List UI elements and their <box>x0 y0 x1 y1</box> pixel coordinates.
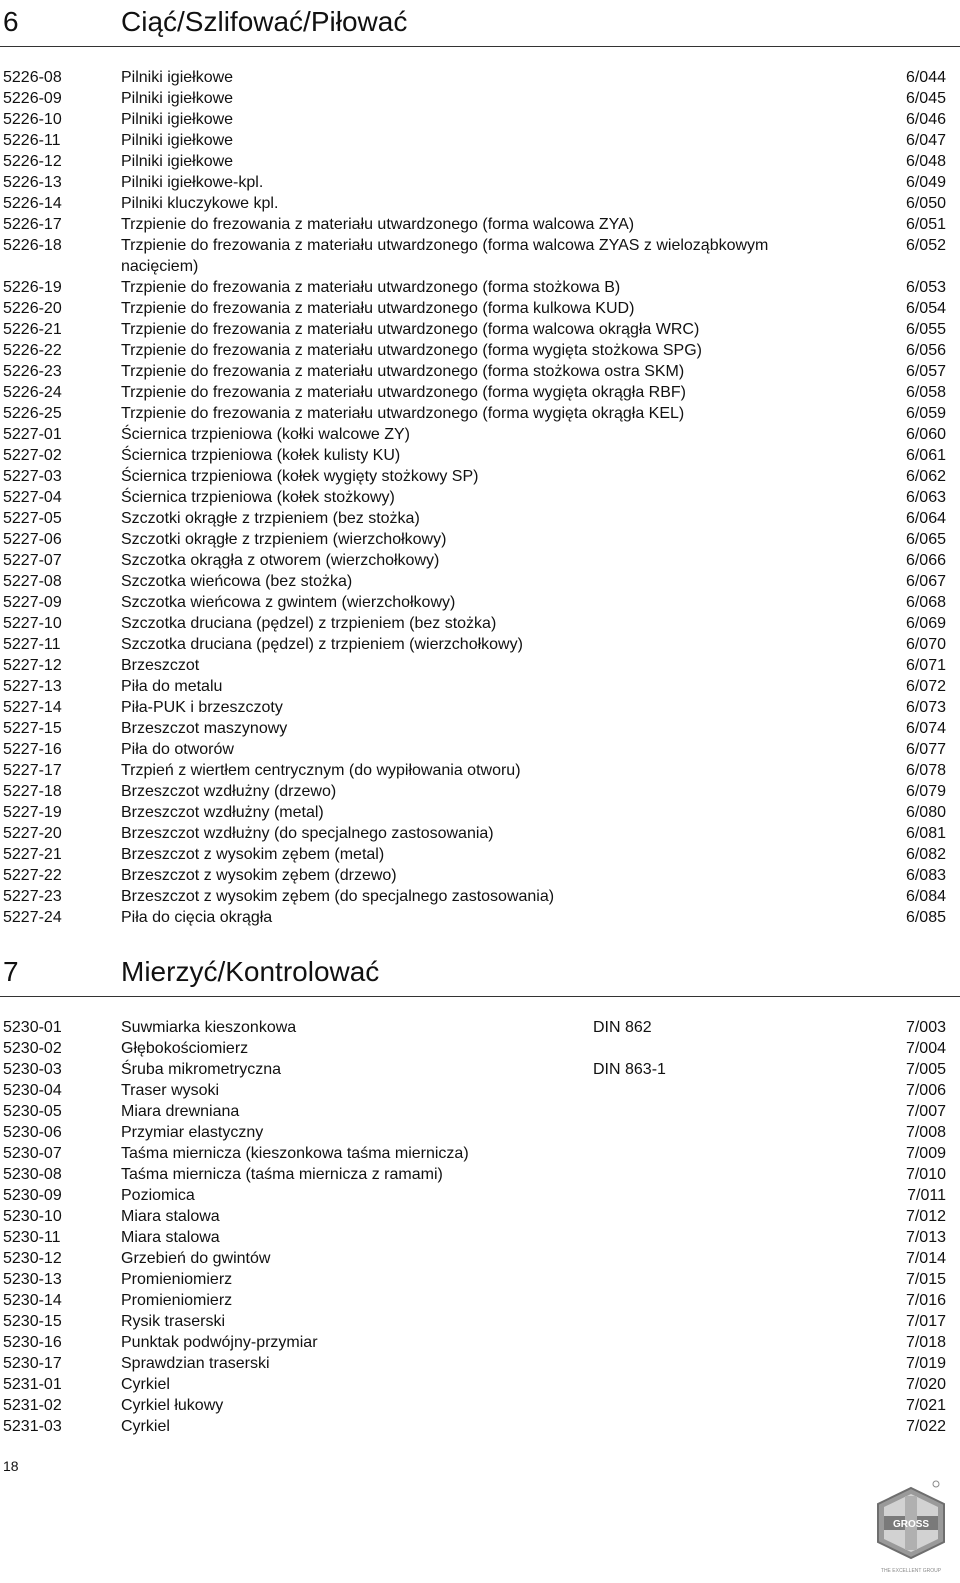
table-row <box>0 697 960 718</box>
article-description: Brzeszczot z wysokim zębem (do specjalnego zastosowania) <box>121 888 555 905</box>
page-reference: 7/011 <box>907 1187 946 1204</box>
article-code: 5227-13 <box>3 678 62 695</box>
page-reference: 6/070 <box>905 636 946 653</box>
page-reference: 6/078 <box>905 762 946 779</box>
table-row <box>0 1080 960 1101</box>
page-reference: 7/006 <box>905 1082 946 1099</box>
table-row <box>0 130 960 151</box>
page-reference: 6/085 <box>905 909 946 926</box>
table-row <box>0 277 960 298</box>
table-row <box>0 1353 960 1374</box>
table-row <box>0 1122 960 1143</box>
table-row <box>0 1248 960 1269</box>
page-reference: 7/014 <box>905 1250 946 1267</box>
table-row <box>0 823 960 844</box>
article-description: Szczotka wieńcowa (bez stożka) <box>121 573 353 590</box>
article-description: Pilniki igiełkowe <box>121 111 234 128</box>
article-description: Piła-PUK i brzeszczoty <box>121 699 283 716</box>
article-code: 5226-08 <box>3 69 62 86</box>
article-description: Trzpienie do frezowania z materiału utwardzonego (forma kulkowa KUD) <box>121 300 635 317</box>
article-code: 5226-25 <box>3 405 62 422</box>
article-description: Trzpienie do frezowania z materiału utwardzonego (forma stożkowa ostra SKM) <box>121 363 685 380</box>
article-code: 5230-15 <box>3 1313 62 1330</box>
table-row <box>0 508 960 529</box>
table-row <box>0 151 960 172</box>
article-description: Pilniki igiełkowe-kpl. <box>121 174 264 191</box>
table-row <box>0 67 960 88</box>
article-code: 5227-09 <box>3 594 62 611</box>
article-description: Pilniki igiełkowe <box>121 90 234 107</box>
article-description: Brzeszczot wzdłużny (metal) <box>121 804 324 821</box>
page-reference: 6/057 <box>905 363 946 380</box>
page-reference: 6/068 <box>905 594 946 611</box>
article-standard: DIN 862 <box>593 1019 652 1036</box>
article-description: Miara stalowa <box>121 1229 220 1246</box>
article-code: 5226-21 <box>3 321 62 338</box>
page-reference: 6/049 <box>905 174 946 191</box>
page-reference: 6/072 <box>905 678 946 695</box>
article-description: Traser wysoki <box>121 1082 220 1099</box>
page-reference: 6/050 <box>905 195 946 212</box>
page-reference: 6/044 <box>905 69 946 86</box>
table-row <box>0 655 960 676</box>
page-reference: 6/082 <box>905 846 946 863</box>
table-row <box>0 1185 960 1206</box>
table-row <box>0 319 960 340</box>
article-description: Miara drewniana <box>121 1103 240 1120</box>
table-row <box>0 298 960 319</box>
table-row <box>0 1206 960 1227</box>
page-reference: 7/019 <box>905 1355 946 1372</box>
article-description: Trzpienie do frezowania z materiału utwardzonego (forma walcowa okrągła WRC) <box>121 321 700 338</box>
page-reference: 6/051 <box>905 216 946 233</box>
article-code: 5227-05 <box>3 510 62 527</box>
table-row <box>0 1017 960 1038</box>
article-code: 5227-06 <box>3 531 62 548</box>
section-number: 7 <box>3 956 19 987</box>
article-code: 5226-12 <box>3 153 62 170</box>
article-code: 5226-20 <box>3 300 62 317</box>
page-reference: 6/077 <box>905 741 946 758</box>
article-code: 5231-01 <box>3 1376 62 1393</box>
page-reference: 7/008 <box>905 1124 946 1141</box>
article-description: Rysik traserski <box>121 1313 226 1330</box>
page-reference: 7/015 <box>905 1271 946 1288</box>
page-reference: 7/012 <box>905 1208 946 1225</box>
article-code: 5226-09 <box>3 90 62 107</box>
page-reference: 7/021 <box>905 1397 946 1414</box>
article-description: Sprawdzian traserski <box>121 1355 270 1372</box>
table-row <box>0 886 960 907</box>
article-description: Szczotki okrągłe z trzpieniem (wierzchołkowy) <box>121 531 447 548</box>
article-code: 5226-23 <box>3 363 62 380</box>
article-code: 5230-05 <box>3 1103 62 1120</box>
article-description: Brzeszczot z wysokim zębem (metal) <box>121 846 385 863</box>
page-reference: 6/079 <box>905 783 946 800</box>
article-description: Trzpienie do frezowania z materiału utwardzonego (forma walcowa ZYA) <box>121 216 635 233</box>
article-code: 5227-24 <box>3 909 62 926</box>
article-code: 5227-20 <box>3 825 62 842</box>
table-row <box>0 550 960 571</box>
article-description: Pilniki igiełkowe <box>121 69 234 86</box>
article-description: Cyrkiel łukowy <box>121 1397 224 1414</box>
table-row <box>0 844 960 865</box>
page-reference: 6/054 <box>905 300 946 317</box>
article-code: 5226-10 <box>3 111 62 128</box>
page-reference: 6/052 <box>905 237 946 254</box>
article-code: 5227-11 <box>3 636 61 653</box>
article-description: Grzebień do gwintów <box>121 1250 271 1267</box>
page-reference: 6/053 <box>905 279 946 296</box>
page-reference: 6/066 <box>905 552 946 569</box>
logo-text: GROSS <box>892 1519 930 1530</box>
article-description: Trzpienie do frezowania z materiału utwardzonego (forma walcowa ZYAS z wieloząbkowym nacięciem) <box>121 237 769 275</box>
page-reference: 6/069 <box>905 615 946 632</box>
article-code: 5226-24 <box>3 384 62 401</box>
article-code: 5226-11 <box>3 132 61 149</box>
article-code: 5227-14 <box>3 699 62 716</box>
article-code: 5231-03 <box>3 1418 62 1435</box>
table-row <box>0 235 960 277</box>
page-reference: 6/064 <box>905 510 946 527</box>
page-reference: 6/047 <box>905 132 946 149</box>
page-reference: 7/020 <box>905 1376 946 1393</box>
article-code: 5230-08 <box>3 1166 62 1183</box>
page-reference: 7/016 <box>905 1292 946 1309</box>
table-row <box>0 1332 960 1353</box>
page-reference: 6/059 <box>905 405 946 422</box>
page-reference: 6/065 <box>905 531 946 548</box>
table-row <box>0 214 960 235</box>
article-description: Szczotka wieńcowa z gwintem (wierzchołkowy) <box>121 594 456 611</box>
article-description: Trzpienie do frezowania z materiału utwardzonego (forma wygięta stożkowa SPG) <box>121 342 702 359</box>
page-reference: 6/061 <box>905 447 946 464</box>
article-code: 5227-12 <box>3 657 62 674</box>
article-code: 5226-13 <box>3 174 62 191</box>
page-reference: 6/058 <box>905 384 946 401</box>
table-row <box>0 88 960 109</box>
article-standard: DIN 863-1 <box>593 1061 666 1078</box>
article-code: 5230-13 <box>3 1271 62 1288</box>
article-description: Taśma miernicza (taśma miernicza z ramami) <box>121 1166 443 1183</box>
table-row <box>0 1395 960 1416</box>
page-reference: 7/005 <box>905 1061 946 1078</box>
article-description: Pilniki igiełkowe <box>121 132 234 149</box>
article-description: Szczotka druciana (pędzel) z trzpieniem (bez stożka) <box>121 615 497 632</box>
article-code: 5227-18 <box>3 783 62 800</box>
table-row <box>0 109 960 130</box>
table-row <box>0 445 960 466</box>
article-code: 5231-02 <box>3 1397 62 1414</box>
page-reference: 7/010 <box>905 1166 946 1183</box>
section-header <box>0 950 960 997</box>
article-description: Trzpień z wiertłem centrycznym (do wypiłowania otworu) <box>121 762 521 779</box>
page-reference: 6/074 <box>905 720 946 737</box>
article-description: Promieniomierz <box>121 1292 233 1309</box>
table-row <box>0 718 960 739</box>
article-code: 5227-03 <box>3 468 62 485</box>
article-description: Trzpienie do frezowania z materiału utwardzonego (forma stożkowa B) <box>121 279 621 296</box>
article-code: 5230-17 <box>3 1355 62 1372</box>
page-reference: 6/055 <box>905 321 946 338</box>
article-description: Pilniki igiełkowe <box>121 153 234 170</box>
article-code: 5226-14 <box>3 195 62 212</box>
table-row <box>0 1059 960 1080</box>
section-number: 6 <box>3 6 19 37</box>
page-reference: 7/004 <box>905 1040 946 1057</box>
article-description: Ściernica trzpieniowa (kołek kulisty KU) <box>121 447 401 464</box>
article-description: Suwmiarka kieszonkowa <box>121 1019 297 1036</box>
article-description: Szczotka druciana (pędzel) z trzpieniem (wierzchołkowy) <box>121 636 523 653</box>
page-reference: 6/056 <box>905 342 946 359</box>
section-title: Mierzyć/Kontrolować <box>121 956 380 987</box>
table-row <box>0 1227 960 1248</box>
table-row <box>0 466 960 487</box>
article-code: 5227-17 <box>3 762 62 779</box>
table-row <box>0 907 960 928</box>
article-code: 5230-14 <box>3 1292 62 1309</box>
page-reference: 6/084 <box>905 888 946 905</box>
article-code: 5227-23 <box>3 888 62 905</box>
table-row <box>0 172 960 193</box>
page-reference: 6/060 <box>905 426 946 443</box>
article-description: Ściernica trzpieniowa (kołek stożkowy) <box>121 489 395 506</box>
page-reference: 6/081 <box>905 825 946 842</box>
table-row <box>0 1311 960 1332</box>
page-reference: 7/017 <box>905 1313 946 1330</box>
article-description: Brzeszczot wzdłużny (do specjalnego zastosowania) <box>121 825 494 842</box>
table-row <box>0 193 960 214</box>
table-row <box>0 1416 960 1437</box>
article-description: Cyrkiel <box>121 1418 170 1435</box>
table-row <box>0 739 960 760</box>
article-code: 5227-22 <box>3 867 62 884</box>
article-code: 5227-10 <box>3 615 62 632</box>
article-code: 5226-22 <box>3 342 62 359</box>
page-reference: 6/083 <box>905 867 946 884</box>
table-row <box>0 1290 960 1311</box>
article-code: 5226-17 <box>3 216 62 233</box>
page-reference: 6/063 <box>905 489 946 506</box>
article-code: 5227-08 <box>3 573 62 590</box>
page-reference: 6/073 <box>905 699 946 716</box>
article-code: 5230-02 <box>3 1040 62 1057</box>
article-description: Trzpienie do frezowania z materiału utwardzonego (forma wygięta okrągła RBF) <box>121 384 686 401</box>
page-reference: 7/009 <box>905 1145 946 1162</box>
article-code: 5227-16 <box>3 741 62 758</box>
article-code: 5226-19 <box>3 279 62 296</box>
article-code: 5230-11 <box>3 1229 61 1246</box>
article-description: Brzeszczot z wysokim zębem (drzewo) <box>121 867 397 884</box>
section-measure-check <box>0 950 960 1437</box>
page-reference: 6/045 <box>905 90 946 107</box>
article-description: Brzeszczot <box>121 657 200 674</box>
section-header <box>0 0 960 47</box>
table-row <box>0 529 960 550</box>
article-code: 5230-04 <box>3 1082 62 1099</box>
page-reference: 6/062 <box>905 468 946 485</box>
section-rows <box>0 47 960 928</box>
page-reference: 7/018 <box>905 1334 946 1351</box>
article-code: 5227-19 <box>3 804 62 821</box>
article-code: 5227-01 <box>3 426 62 443</box>
page-reference: 6/071 <box>905 657 946 674</box>
article-description: Taśma miernicza (kieszonkowa taśma miernicza) <box>121 1145 469 1162</box>
article-description: Przymiar elastyczny <box>121 1124 264 1141</box>
article-description: Szczotki okrągłe z trzpieniem (bez stożka) <box>121 510 420 527</box>
article-description: Trzpienie do frezowania z materiału utwardzonego (forma wygięta okrągła KEL) <box>121 405 685 422</box>
article-code: 5226-18 <box>3 237 62 254</box>
section-title: Ciąć/Szlifować/Piłować <box>121 6 408 37</box>
page-reference: 6/067 <box>905 573 946 590</box>
article-code: 5230-01 <box>3 1019 62 1036</box>
table-row <box>0 781 960 802</box>
table-row <box>0 361 960 382</box>
article-description: Punktak podwójny-przymiar <box>121 1334 318 1351</box>
page-reference: 7/007 <box>905 1103 946 1120</box>
table-row <box>0 613 960 634</box>
page-reference: 7/003 <box>905 1019 946 1036</box>
table-row <box>0 382 960 403</box>
article-code: 5227-15 <box>3 720 62 737</box>
article-description: Brzeszczot maszynowy <box>121 720 288 737</box>
table-row <box>0 403 960 424</box>
table-row <box>0 1164 960 1185</box>
table-row <box>0 340 960 361</box>
table-row <box>0 424 960 445</box>
page-reference: 7/022 <box>905 1418 946 1435</box>
table-row <box>0 634 960 655</box>
article-code: 5230-09 <box>3 1187 62 1204</box>
table-row <box>0 592 960 613</box>
table-row <box>0 865 960 886</box>
table-row <box>0 802 960 823</box>
table-row <box>0 1101 960 1122</box>
article-description: Ściernica trzpieniowa (kołek wygięty stożkowy SP) <box>121 468 479 485</box>
table-row <box>0 571 960 592</box>
article-description: Cyrkiel <box>121 1376 170 1393</box>
article-description: Poziomica <box>121 1187 195 1204</box>
article-description: Piła do metalu <box>121 678 223 695</box>
article-description: Szczotka okrągła z otworem (wierzchołkowy) <box>121 552 440 569</box>
article-code: 5230-03 <box>3 1061 62 1078</box>
table-row <box>0 487 960 508</box>
article-code: 5227-02 <box>3 447 62 464</box>
table-row <box>0 1143 960 1164</box>
page-reference: 6/046 <box>905 111 946 128</box>
article-description: Miara stalowa <box>121 1208 220 1225</box>
table-row <box>0 676 960 697</box>
article-code: 5230-12 <box>3 1250 62 1267</box>
article-code: 5230-06 <box>3 1124 62 1141</box>
article-description: Ściernica trzpieniowa (kołki walcowe ZY) <box>121 426 410 443</box>
article-description: Piła do otworów <box>121 741 234 758</box>
article-code: 5227-04 <box>3 489 62 506</box>
logo-tagline: THE EXCELLENT GROUP <box>880 1568 942 1574</box>
article-code: 5230-07 <box>3 1145 62 1162</box>
article-description: Głębokościomierz <box>121 1040 249 1057</box>
table-row <box>0 1374 960 1395</box>
table-row <box>0 1038 960 1059</box>
article-description: Brzeszczot wzdłużny (drzewo) <box>121 783 337 800</box>
article-code: 5227-07 <box>3 552 62 569</box>
table-row <box>0 760 960 781</box>
page-reference: 6/080 <box>905 804 946 821</box>
gross-logo-icon <box>872 1478 950 1578</box>
article-code: 5227-21 <box>3 846 62 863</box>
article-description: Pilniki kluczykowe kpl. <box>121 195 279 212</box>
page-reference: 6/048 <box>905 153 946 170</box>
article-code: 5230-16 <box>3 1334 62 1351</box>
page-number: 18 <box>3 1458 19 1474</box>
page-reference: 7/013 <box>905 1229 946 1246</box>
article-description: Piła do cięcia okrągła <box>121 909 273 926</box>
article-description: Promieniomierz <box>121 1271 233 1288</box>
section-rows <box>0 997 960 1437</box>
table-row <box>0 1269 960 1290</box>
article-description: Śruba mikrometryczna <box>121 1061 282 1078</box>
article-code: 5230-10 <box>3 1208 62 1225</box>
